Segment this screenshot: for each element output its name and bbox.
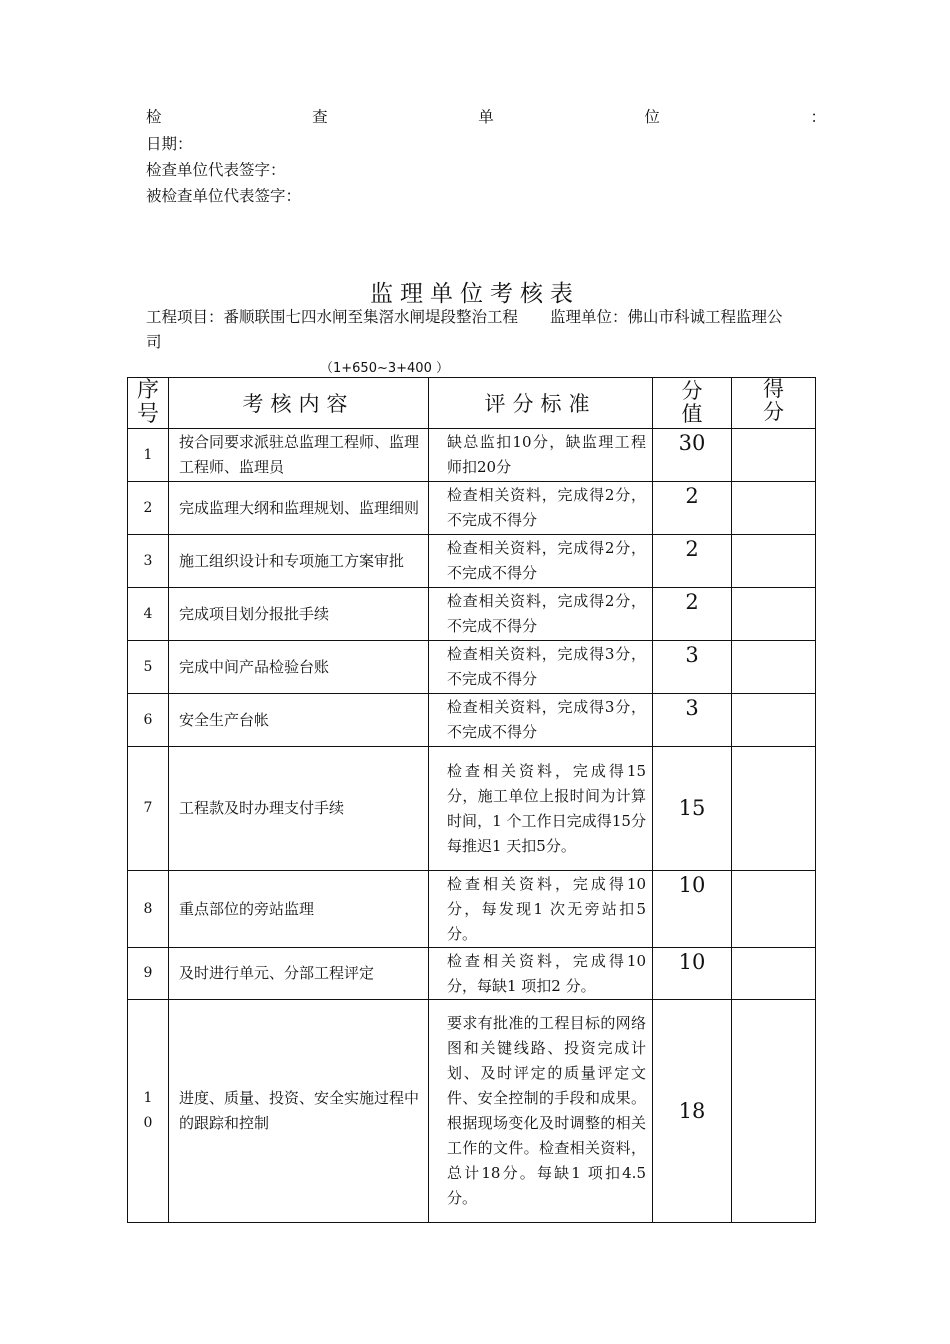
inspect-char: 查 [312, 108, 328, 126]
row-value: 10 [653, 948, 732, 1000]
row-criteria: 检查相关资料，完成得2分，不完成不得分 [429, 588, 653, 641]
row-value: 2 [653, 482, 732, 535]
row-seq: 7 [128, 747, 169, 871]
row-seq: 9 [128, 948, 169, 1000]
row-score-input[interactable] [732, 641, 816, 694]
row-content: 完成中间产品检验台账 [169, 641, 429, 694]
supervising-unit: 监理单位：佛山市科诚工程监理公 [550, 308, 783, 326]
table-row [128, 747, 816, 871]
inspect-char: ： [810, 108, 826, 126]
table-row [128, 1000, 816, 1223]
row-value: 2 [653, 588, 732, 641]
row-criteria: 检查相关资料，完成得15分，施工单位上报时间为计算时间，1 个工作日完成得15分每推迟1 天扣5分。 [429, 747, 653, 871]
row-score-input[interactable] [732, 747, 816, 871]
row-value: 10 [653, 871, 732, 948]
row-value: 2 [653, 535, 732, 588]
row-content: 按合同要求派驻总监理工程师、监理工程师、监理员 [169, 429, 429, 482]
row-seq: 1 0 [128, 1000, 169, 1223]
row-criteria: 检查相关资料，完成得10分，每缺1 项扣2 分。 [429, 948, 653, 1000]
assessment-table [127, 377, 816, 1223]
row-score-input[interactable] [732, 694, 816, 747]
header-criteria: 评分标准 [429, 378, 653, 429]
row-criteria: 检查相关资料，完成得3分，不完成不得分 [429, 694, 653, 747]
table-row [128, 429, 816, 482]
rep-signature-label: 检查单位代表签字： [146, 161, 286, 179]
inspect-char: 位 [644, 108, 660, 126]
table-header-row [128, 378, 816, 429]
inspect-char: 单 [478, 108, 494, 126]
supervising-unit-cont: 司 [146, 333, 162, 351]
row-value: 3 [653, 641, 732, 694]
row-seq: 2 [128, 482, 169, 535]
row-criteria: 检查相关资料，完成得3分，不完成不得分 [429, 641, 653, 694]
page-title: 监理单位考核表 [370, 281, 580, 307]
row-seq: 1 [128, 429, 169, 482]
date-label: 日期： [146, 135, 193, 153]
row-value: 3 [653, 694, 732, 747]
table-row [128, 871, 816, 948]
row-seq: 5 [128, 641, 169, 694]
row-score-input[interactable] [732, 482, 816, 535]
table-row [128, 694, 816, 747]
inspecting-unit-line [146, 104, 826, 131]
row-content: 重点部位的旁站监理 [169, 871, 429, 948]
row-content: 安全生产台帐 [169, 694, 429, 747]
row-content: 工程款及时办理支付手续 [169, 747, 429, 871]
table-row [128, 482, 816, 535]
row-score-input[interactable] [732, 948, 816, 1000]
inspect-char: 检 [146, 108, 162, 126]
row-criteria: 检查相关资料，完成得2分，不完成不得分 [429, 535, 653, 588]
row-criteria: 检查相关资料，完成得2分，不完成不得分 [429, 482, 653, 535]
row-content: 进度、质量、投资、安全实施过程中的跟踪和控制 [169, 1000, 429, 1223]
row-score-input[interactable] [732, 871, 816, 948]
row-seq: 3 [128, 535, 169, 588]
row-content: 及时进行单元、分部工程评定 [169, 948, 429, 1000]
row-seq: 6 [128, 694, 169, 747]
row-value: 30 [653, 429, 732, 482]
table-row [128, 588, 816, 641]
header-value: 分值 [653, 378, 732, 429]
row-seq: 4 [128, 588, 169, 641]
row-score-input[interactable] [732, 535, 816, 588]
row-value: 18 [653, 1000, 732, 1223]
row-content: 完成监理大纲和监理规划、监理细则 [169, 482, 429, 535]
header-content: 考核内容 [169, 378, 429, 429]
row-score-input[interactable] [732, 429, 816, 482]
project-name: 工程项目：番顺联围七四水闸至集滘水闸堤段整治工程 [146, 308, 519, 326]
row-seq: 8 [128, 871, 169, 948]
row-score-input[interactable] [732, 1000, 816, 1223]
section-range: （1+650~3+400 ） [320, 361, 449, 376]
row-criteria: 缺总监扣10分，缺监理工程师扣20分 [429, 429, 653, 482]
row-value: 15 [653, 747, 732, 871]
table-row [128, 641, 816, 694]
table-row [128, 948, 816, 1000]
row-score-input[interactable] [732, 588, 816, 641]
table-row [128, 535, 816, 588]
inspected-rep-signature-label: 被检查单位代表签字： [146, 187, 302, 205]
row-content: 完成项目划分报批手续 [169, 588, 429, 641]
row-criteria: 要求有批准的工程目标的网络图和关键线路、投资完成计划、及时评定的质量评定文件、安全控制的手段和成果。根据现场变化及时调整的相关工作的文件。检查相关资料，总计18分。每缺1 项扣4.5分。 [429, 1000, 653, 1223]
row-content: 施工组织设计和专项施工方案审批 [169, 535, 429, 588]
project-meta [146, 305, 836, 355]
row-criteria: 检查相关资料，完成得10分，每发现1 次无旁站扣5分。 [429, 871, 653, 948]
header-score: 得分 [732, 378, 816, 429]
header-seq: 序号 [128, 378, 169, 429]
